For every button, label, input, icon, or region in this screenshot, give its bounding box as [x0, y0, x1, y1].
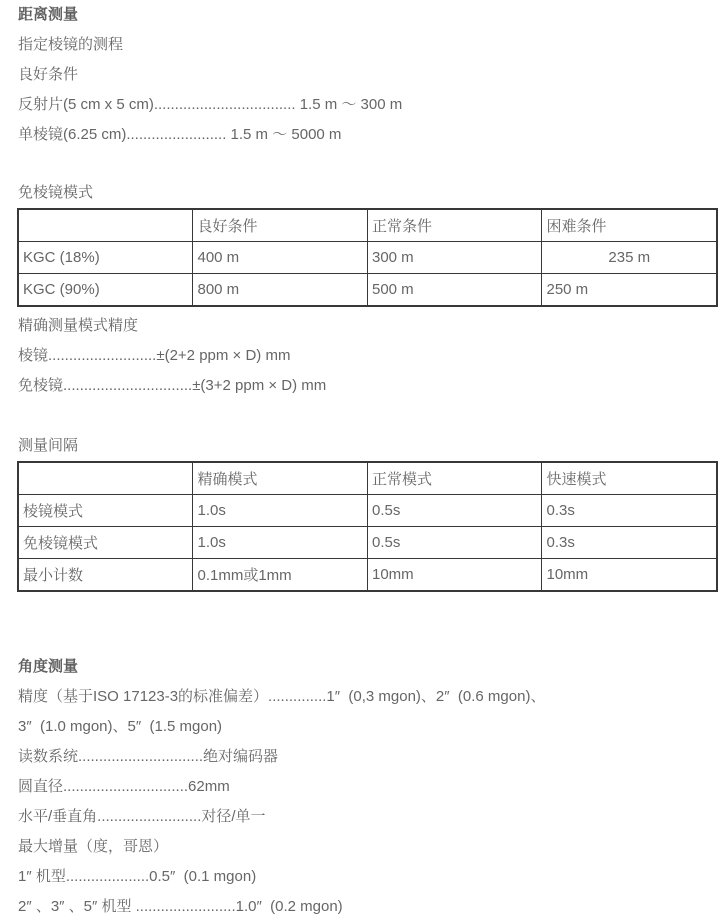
- header-cell-blank: [18, 209, 193, 242]
- row-label-least-count: 最小计数: [18, 559, 193, 592]
- value-cell: 800 m: [193, 274, 368, 307]
- measurement-interval-table: [17, 461, 718, 592]
- table-header-row: [18, 209, 717, 242]
- header-cell-fine-mode: 精确模式: [193, 462, 368, 495]
- table-row: [18, 527, 717, 559]
- distance-subtitle: 指定棱镜的测程: [18, 36, 124, 53]
- value-cell: 10mm: [542, 559, 717, 592]
- row-label-kgc90: KGC (90%): [18, 274, 193, 307]
- spec-line-angle-accuracy-1: 精度（基于ISO 17123-3的标准偏差）..............1″ (0,3 mgon)、2″ (0.6 mgon)、: [18, 688, 546, 705]
- table-row: [18, 274, 717, 307]
- spec-line-reflectorless-accuracy: 免棱镜...............................±(3+2 ppm × D) mm: [18, 377, 327, 394]
- distance-section-title: 距离测量: [18, 6, 79, 23]
- value-cell: 10mm: [367, 559, 542, 592]
- header-cell-fast-mode: 快速模式: [542, 462, 717, 495]
- value-cell: 400 m: [193, 242, 368, 274]
- value-cell: 0.5s: [367, 527, 542, 559]
- reflectorless-mode-label: 免棱镜模式: [18, 184, 94, 201]
- table-row: [18, 495, 717, 527]
- angle-section-title: 角度测量: [18, 658, 79, 675]
- spec-line-single-prism: 单棱镜(6.25 cm)........................ 1.5 m ～ 5000 m: [18, 126, 342, 143]
- value-cell: 250 m: [542, 274, 717, 307]
- fine-mode-label: 精确测量模式精度: [18, 317, 139, 334]
- row-label-reflectorless-mode: 免棱镜模式: [18, 527, 193, 559]
- value-cell: 300 m: [367, 242, 542, 274]
- spec-line-circle-diameter: 圆直径..............................62mm: [18, 778, 230, 795]
- value-cell: 0.5s: [367, 495, 542, 527]
- spec-line-max-increment: 最大增量（度，哥恩）: [18, 838, 169, 855]
- value-cell: 0.3s: [542, 527, 717, 559]
- value-cell: 500 m: [367, 274, 542, 307]
- value-cell: 235 m: [542, 242, 717, 274]
- value-cell: 1.0s: [193, 495, 368, 527]
- header-cell-normal-mode: 正常模式: [367, 462, 542, 495]
- spec-line-reading-system: 读数系统..............................绝对编码器: [18, 748, 279, 765]
- spec-line-reflector-sheet: 反射片(5 cm x 5 cm).................................. 1.5 m ～ 300 m: [18, 96, 403, 113]
- distance-condition-label: 良好条件: [18, 66, 79, 83]
- spec-line-model-1s: 1″ 机型....................0.5″ (0.1 mgon): [18, 868, 257, 885]
- row-label-kgc18: KGC (18%): [18, 242, 193, 274]
- header-cell-good-conditions: 良好条件: [193, 209, 368, 242]
- header-cell-normal-conditions: 正常条件: [367, 209, 542, 242]
- spec-line-horizontal-vertical: 水平/垂直角.........................对径/单一: [18, 808, 266, 825]
- table-header-row: [18, 462, 717, 495]
- value-cell: 0.1mm或1mm: [193, 559, 368, 592]
- table-row: [18, 559, 717, 592]
- row-label-prism-mode: 棱镜模式: [18, 495, 193, 527]
- reflectorless-range-table: [17, 208, 718, 307]
- header-cell-blank: [18, 462, 193, 495]
- spec-line-angle-accuracy-2: 3″ (1.0 mgon)、5″ (1.5 mgon): [18, 718, 223, 735]
- header-cell-difficult-conditions: 困难条件: [542, 209, 717, 242]
- interval-label: 测量间隔: [18, 437, 79, 454]
- spec-line-model-235s: 2″ 、3″ 、5″ 机型 ........................1.0″ (0.2 mgon): [18, 898, 343, 915]
- spec-line-prism-accuracy: 棱镜..........................±(2+2 ppm × D) mm: [18, 347, 291, 364]
- value-cell: 1.0s: [193, 527, 368, 559]
- value-cell: 0.3s: [542, 495, 717, 527]
- table-row: [18, 242, 717, 274]
